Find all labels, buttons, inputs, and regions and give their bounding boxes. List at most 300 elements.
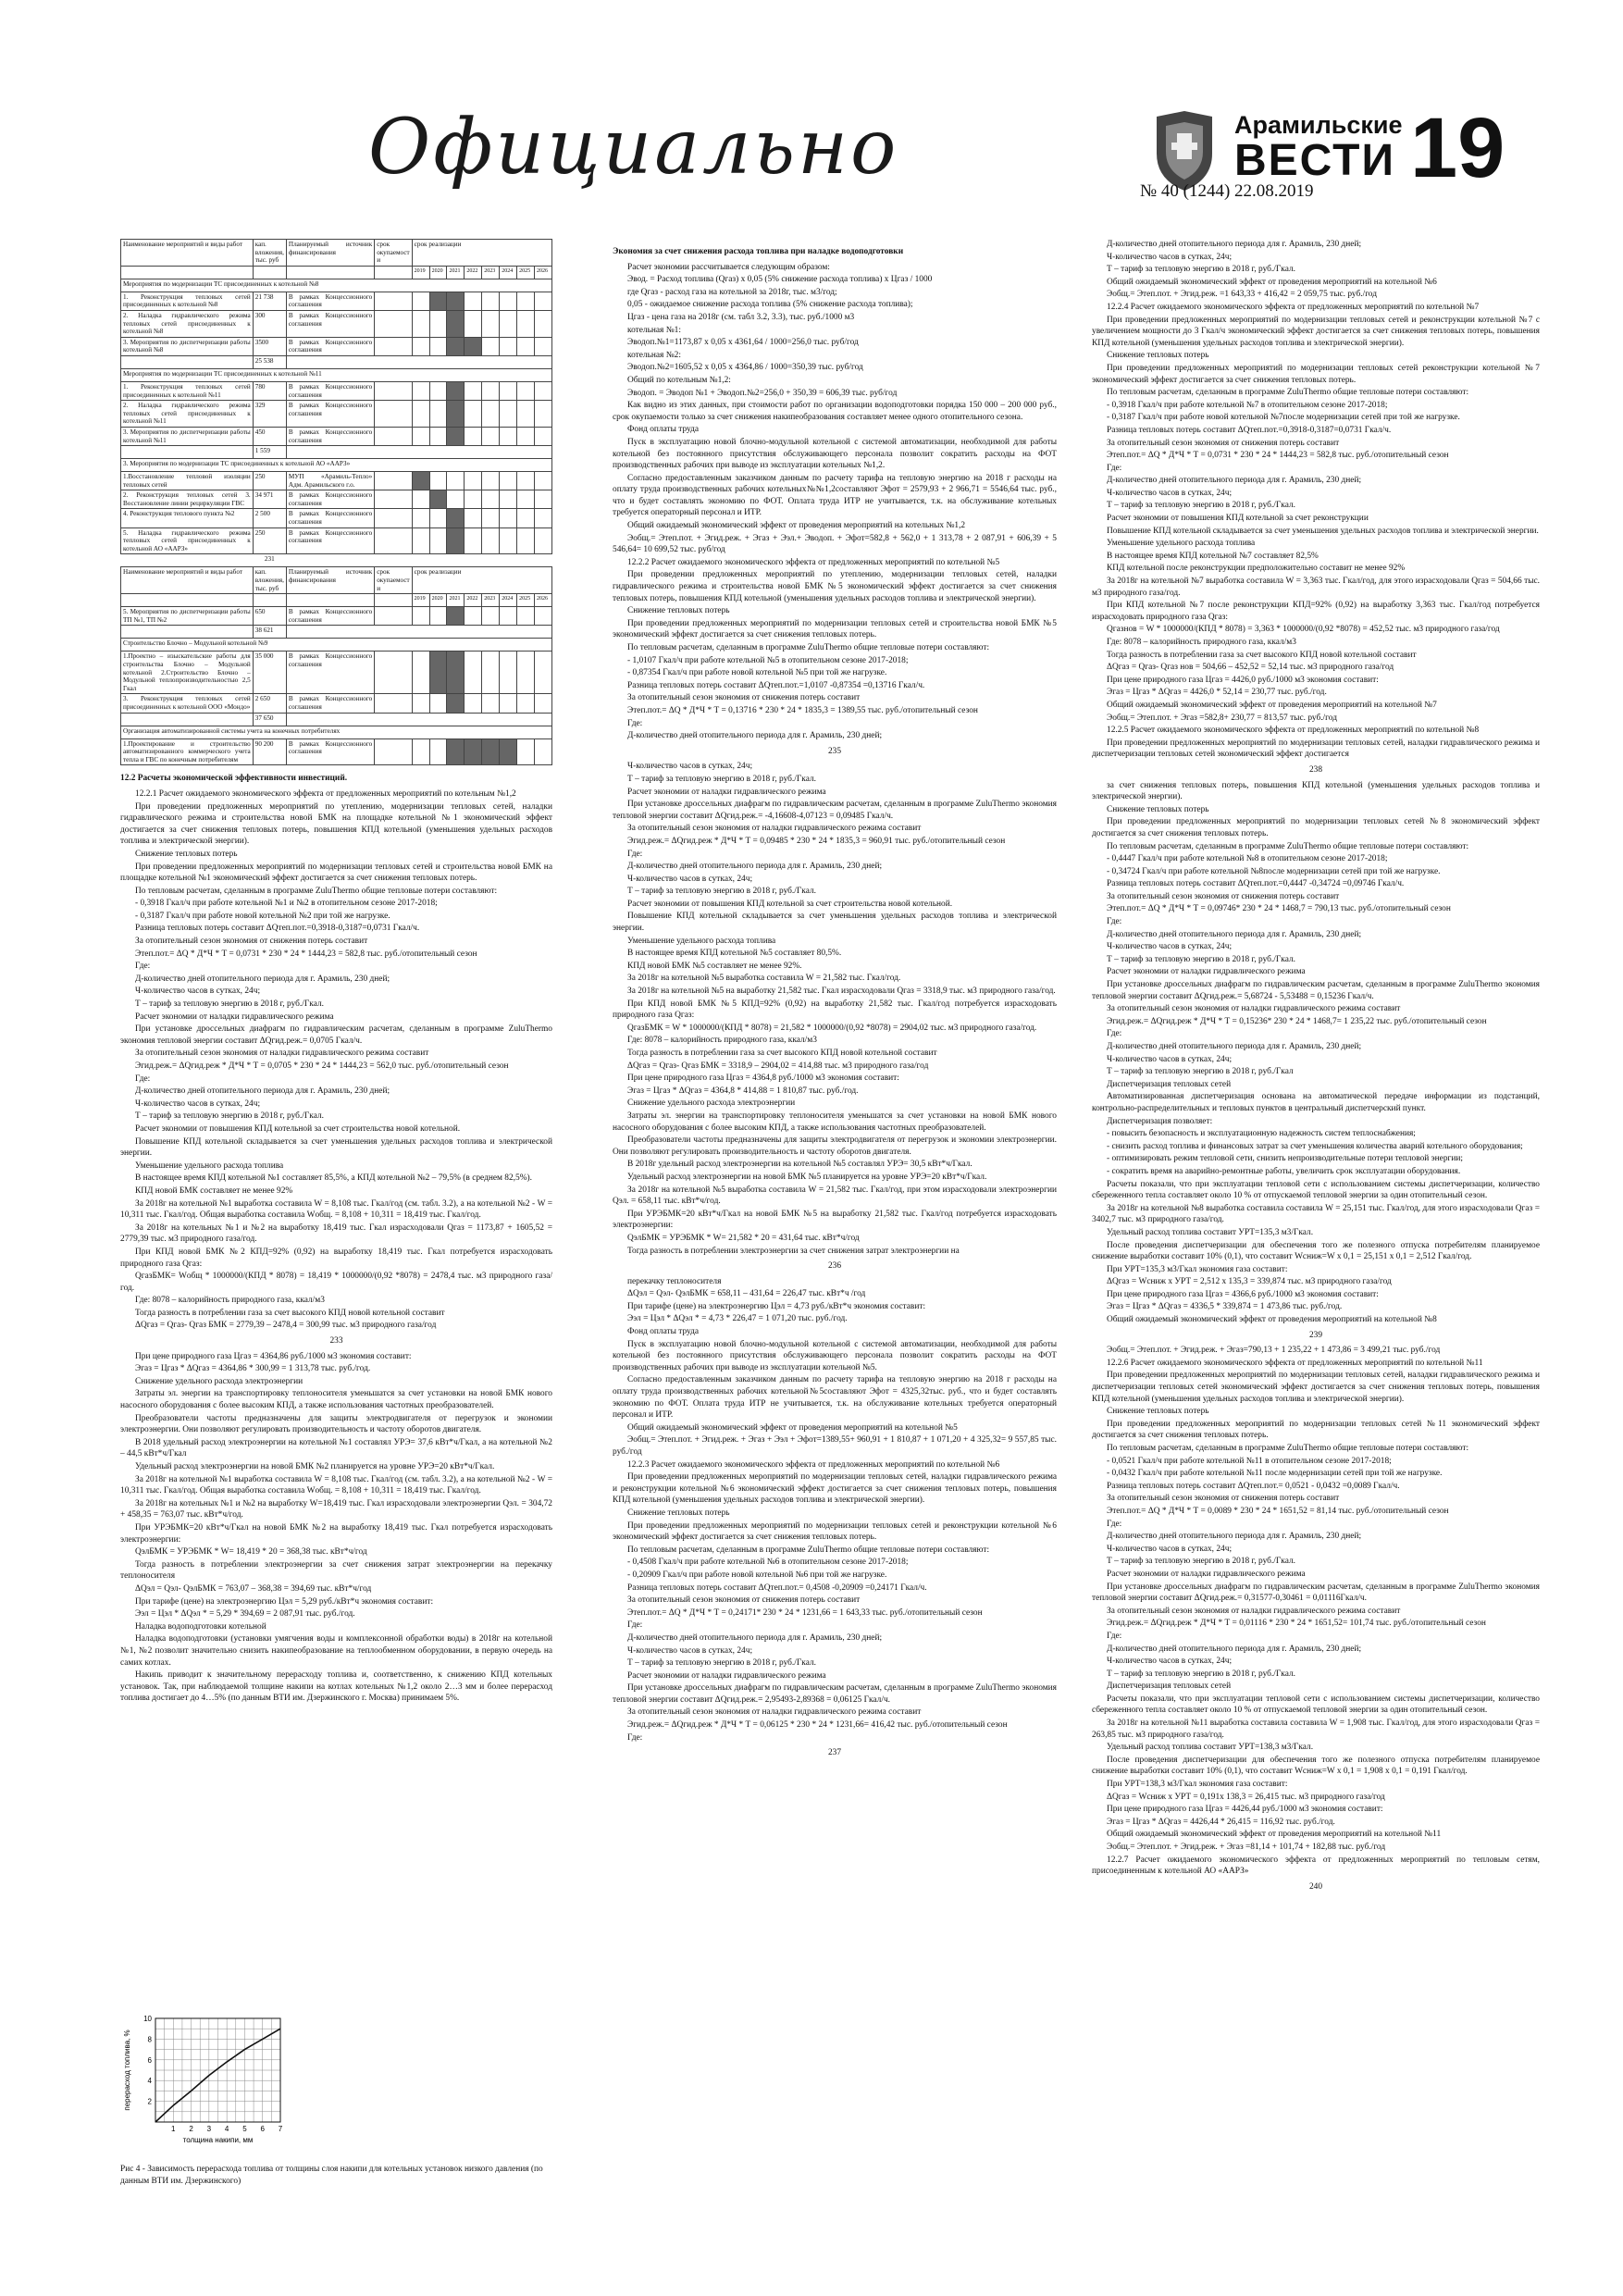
paragraph: Где: [627, 849, 643, 859]
gantt-empty-cell [517, 490, 535, 509]
paragraph: Наладка водоподготовки котельной [135, 1621, 266, 1632]
table-year-cell: 2019 [412, 266, 429, 279]
paragraph: При установке дроссельных диафрагм по гидравлическим расчетам, сделанным в программе ZuluThermo экономия тепловой энергии составит ΔQгид.реж.= 5,68724 - 5,53488 = 0,15236 Гкал/ч. [1092, 980, 1540, 1001]
table-total-cell: 37 650 [253, 713, 286, 726]
paragraph: При проведении предложенных мероприятий по модернизации тепловых сетей реконструкции котельной №7 экономический эффект достигается за счет снижения тепловых потерь. [1092, 363, 1540, 385]
table-cost-cell: 34 971 [253, 490, 286, 509]
source-page-number: 233 [329, 1336, 343, 1347]
gantt-empty-cell [412, 652, 429, 694]
table-cost-cell: 250 [253, 472, 286, 490]
gantt-empty-cell [429, 427, 447, 445]
paragraph: Ч-количество часов в сутках, 24ч; [627, 874, 753, 884]
table-section-cell: 3. Мероприятия по модернизации ТС присоединенных к котельной АО «ААРЗ» [121, 459, 552, 472]
paragraph: Эгид.реж.= ΔQгид.реж * Д*Ч * Т = 0,01116 * 230 * 24 * 1651,52= 101,74 тыс. руб./отопительный сезон [1107, 1619, 1486, 1629]
paragraph: котельная №1: [627, 325, 681, 335]
paragraph: Д-количество дней отопительного периода для г. Арамиль, 230 дней; [1107, 1644, 1362, 1654]
paragraph: 0,05 - ожидаемое снижение расхода топлива (5% снижение расхода топлива); [627, 300, 913, 310]
gantt-empty-cell [500, 472, 517, 490]
source-page-number: 238 [1308, 764, 1323, 775]
paragraph: Снижение тепловых потерь [1107, 1407, 1209, 1417]
table-cell [121, 266, 254, 279]
page-number: 19 [1410, 101, 1505, 195]
paragraph: Ч-количество часов в сутках, 24ч; [1107, 488, 1233, 498]
table-source-cell: В рамках Концессионного соглашения [286, 292, 374, 310]
table-source-cell: В рамках Концессионного соглашения [286, 607, 374, 626]
paragraph: Т – тариф за тепловую энергию в 2018 г, руб./Гкал. [1107, 265, 1295, 275]
gantt-empty-cell [535, 381, 552, 400]
table-row [121, 337, 552, 355]
gantt-empty-cell [500, 694, 517, 713]
table-cell [375, 738, 412, 765]
table-row [121, 490, 552, 509]
paragraph: Согласно предоставленным заказчиком данным по расчету тарифа на тепловую энергию на 2018 г расходы на оплату труда производственных рабочих котельных№№1,2составляют Эфот = 2579,93 + 2 966,71 = 5546,64 тыс. руб., что и будет составлять экономию по ФОТ. Оплата труда ИТР не учитывается, т.к. на обслуживание котельных требуется операторный персонал и ИТР. [613, 473, 1057, 518]
gantt-empty-cell [482, 427, 500, 445]
paragraph: При КПД котельной №7 после реконструкции КПД=92% (0,92) на выработку 3,363 тыс. Гкал/год потребуется израсходовать природного газа Qгаз: [1092, 601, 1540, 622]
paragraph: Т – тариф за тепловую энергию в 2018 г, руб./Гкал. [1107, 501, 1295, 511]
gantt-empty-cell [465, 490, 482, 509]
paragraph: За 2018г на котельной №5 выработка составила W = 21,582 тыс. Гкал/год, при этом израсходовали электроэнергии Qэл. = 658,11 тыс. кВт*ч/год. [613, 1185, 1057, 1207]
table-source-cell: В рамках Концессионного соглашения [286, 490, 374, 509]
paragraph: 12.2.6 Расчет ожидаемого экономического эффекта от предложенных мероприятий по котельной №11 [1107, 1358, 1483, 1368]
paragraph: Где: 8078 – калорийность природного газа, ккал/м3 [1107, 638, 1296, 647]
paragraph: Тогда разность в потреблении электроэнергии за счет снижения затрат электроэнергии на перекачку теплоносителя [120, 1559, 552, 1582]
brand-name-bottom: ВЕСТИ [1234, 136, 1395, 185]
paragraph: Фонд оплаты труда [627, 425, 700, 435]
paragraph: В настоящее время КПД котельной №5 составляет 80,5%. [627, 949, 842, 959]
paragraph: Где: [1107, 1029, 1122, 1039]
table-section-cell: Мероприятия по модернизации ТС присоединенных к котельной №11 [121, 368, 552, 381]
paragraph: Эобщ.= Этеп.пот. + Эгаз =582,8+ 230,77 = 813,57 тыс. руб./год [1107, 713, 1337, 723]
y-tick-label: 8 [147, 2035, 152, 2044]
paragraph: перекачку теплоносителя [627, 1276, 722, 1286]
table-year-cell: 2024 [500, 266, 517, 279]
source-page-number: 231 [264, 555, 275, 564]
table-row [121, 607, 552, 626]
paragraph: Автоматизированная диспетчеризация основана на автоматической передаче информации из подстанций, контрольно-распределительных и тепловых пунктов в центральный диспетчерский пункт. [1092, 1092, 1540, 1113]
paragraph: За отопительный сезон экономия от наладки гидравлического режима составит [135, 1049, 429, 1059]
table-cell [375, 490, 412, 509]
paragraph: - 0,3918 Гкал/ч при работе котельной №1 и №2 в отопительном сезоне 2017-2018; [135, 899, 438, 909]
gantt-empty-cell [535, 310, 552, 337]
gantt-empty-cell [500, 401, 517, 428]
source-page-number: 239 [1308, 1330, 1323, 1340]
paragraph: Как видно из этих данных, при стоимости работ по организации водоподготовки порядка 150 000 – 200 000 руб., срок окупаемости только за счет снижения накипеобразования составляет менее одного отопительного сезона. [613, 401, 1057, 422]
paragraph: За отопительный сезон экономия от наладки гидравлического режима составит [1107, 1606, 1401, 1616]
section-heading: Экономия за счет снижения расхода топлива при наладке водоподготовки [613, 247, 904, 256]
paragraph: Эводоп. = Эводоп №1 + Эводоп.№2=256,0 + 350,39 = 606,39 тыс. руб/год [627, 388, 898, 398]
source-page-number: 236 [827, 1261, 842, 1272]
table-name-cell: 5. Наладка гидравлического режима тепловых сетей присоединенных к котельной АО «ААРЗ» [121, 527, 254, 554]
paragraph: - 1,0107 Гкал/ч при работе котельной №5 в отопительном сезоне 2017-2018; [627, 655, 909, 665]
table-cost-cell: 90 200 [253, 738, 286, 765]
paragraph: По тепловым расчетам, сделанным в программе ZuluThermo общие тепловые потери составляют: [627, 643, 990, 652]
paragraph: Эводоп.№1=1173,87 х 0,05 х 4361,64 / 1000=256,0 тыс. руб/год [627, 338, 859, 348]
paragraph: При установке дроссельных диафрагм по гидравлическим расчетам, сделанным в программе ZuluThermo экономия тепловой энергии составит ΔQгид.реж.= 2,95493-2,89368 = 0,06125 Гкал/ч. [613, 1683, 1057, 1705]
table-year-cell: 2019 [412, 594, 429, 607]
paragraph: За отопительный сезон экономия от снижения потерь составит [135, 937, 368, 947]
table-row [121, 427, 552, 445]
paragraph: Общий ожидаемый экономический эффект от проведения мероприятий на котельной №7 [1107, 700, 1437, 710]
paragraph: За отопительный сезон экономия от снижения потерь составит [627, 1595, 861, 1606]
table-cell [375, 594, 412, 607]
source-page-number: 237 [827, 1748, 842, 1758]
paragraph: При УРЭБМК=20 кВт*ч/Гкал на новой БМК №5 на выработку 21,582 тыс. Гкал/год потребуется израсходовать электроэнергии: [613, 1209, 1057, 1231]
gantt-empty-cell [465, 292, 482, 310]
paragraph: - 0,3918 Гкал/ч при работе котельной №7 в отопительном сезоне 2017-2018; [1107, 400, 1388, 410]
table-source-cell: В рамках Концессионного соглашения [286, 310, 374, 337]
paragraph: Эвод. = Расход топлива (Qгаз) х 0,05 (5% снижение расхода топлива) х Цгаз / 1000 [627, 275, 933, 285]
paragraph: Разница тепловых потерь составит ΔQтеп.пот.= 0,4508 -0,20909 =0,24171 Гкал/ч. [627, 1582, 927, 1593]
table-cell [375, 292, 412, 310]
table-name-cell: 3. Мероприятия по диспетчеризации работы котельной №8 [121, 337, 254, 355]
gantt-empty-cell [465, 694, 482, 713]
gantt-empty-cell [535, 337, 552, 355]
table-header-cell: Наименование мероприятий и виды работ [121, 240, 254, 267]
gantt-empty-cell [500, 652, 517, 694]
paragraph: Согласно предоставленным заказчиком данным по расчету тарифа на тепловую энергию на 2018 г расходы на оплату труда производственных рабочих котельной№5составляют Эфот = 4325,32тыс. руб., что и будет составлять экономию по ФОТ. Оплата труда ИТР не учитывается, т.к. на обслуживание котельных требуется операторный персонал и ИТР. [613, 1375, 1057, 1421]
coat-of-arms-logo [1140, 109, 1229, 192]
paragraph: При проведении предложенных мероприятий по модернизации тепловых сетей, наладки гидравлического режима и реконструкции котельной №6 экономический эффект достигается за счет снижения тепловых потерь, повышения КПД котельной (уменьшения удельных расходов топлива и электрической энергии). [613, 1472, 1057, 1506]
paragraph: Расчет экономии от повышения КПД котельной за счет строительства новой котельной. [135, 1123, 461, 1134]
paragraph: Д-количество дней отопительного периода для г. Арамиль, 230 дней; [627, 731, 883, 741]
paragraph: При проведении предложенных мероприятий по модернизации тепловых сетей и строительства новой БМК №5 экономический эффект достигается за счет снижения тепловых потерь. [613, 618, 1057, 640]
gantt-filled-cell [447, 509, 465, 527]
y-tick-label: 10 [143, 2015, 152, 2023]
table-header-cell: срок реализации [412, 567, 551, 594]
gantt-empty-cell [535, 427, 552, 445]
table-cell [375, 401, 412, 428]
gantt-empty-cell [517, 310, 535, 337]
gantt-filled-cell [465, 337, 482, 355]
paragraph: ΔQгаз = Wсниж х УРТ = 0,191х 138,3 = 26,415 тыс. м3 природного газа/год [1107, 1792, 1385, 1802]
paragraph: При проведении предложенных мероприятий по модернизации тепловых сетей №11 экономический эффект достигается за счет снижения тепловых потерь. [1092, 1419, 1540, 1441]
paragraph: Эгид.реж.= ΔQгид.реж * Д*Ч * Т = 0,0705 * 230 * 24 * 1444,23 = 562,0 тыс. руб./отопительный сезон [135, 1061, 509, 1071]
gantt-empty-cell [482, 509, 500, 527]
gantt-empty-cell [412, 527, 429, 554]
paragraph: Расчет экономии от наладки гидравлического режима [1107, 1569, 1306, 1579]
paragraph: Пуск в эксплуатацию новой блочно-модульной котельной с системой автоматизации, необходимой для работы котельной без постоянного присутствия обслуживающего персонала позволит сократить расходы на ФОТ производственных рабочих при выводе из эксплуатации котельной №5. [613, 1339, 1057, 1372]
paragraph: 12.2.4 Расчет ожидаемого экономического эффекта от предложенных мероприятий по котельной №7 [1107, 302, 1480, 312]
gantt-empty-cell [412, 427, 429, 445]
paragraph: Тогда разность в потреблении газа за счет высокого КПД новой котельной составит [1107, 650, 1417, 660]
gantt-filled-cell [447, 527, 465, 554]
paragraph: При тарифе (цене) на электроэнергию Цэл = 5,29 руб./кВт*ч экономия составит: [135, 1596, 434, 1607]
gantt-empty-cell [429, 607, 447, 626]
table-cell [286, 626, 551, 639]
source-page-number: 240 [1308, 1881, 1323, 1892]
table-source-cell: В рамках Концессионного соглашения [286, 337, 374, 355]
gantt-filled-cell [447, 337, 465, 355]
paragraph: При цене природного газа Цгаз = 4364,86 руб./1000 м3 экономия составит: [135, 1351, 412, 1361]
paragraph: Д-количество дней отопительного периода для г. Арамиль, 230 дней; [1107, 929, 1362, 939]
paragraph: Эобщ.= Этеп.пот. + Эгид.реж. =1 643,33 + 416,42 = 2 059,75 тыс. руб./год [1107, 290, 1377, 300]
paragraph: Д-количество дней отопительного периода для г. Арамиль, 230 дней; [1107, 240, 1362, 249]
paragraph: При УРТ=135,3 м3/Гкал экономия газа составит: [1107, 1264, 1288, 1274]
paragraph: Повышение КПД котельной складывается за счет уменьшения удельных расходов топлива и электрической энергии. [120, 1136, 552, 1159]
y-tick-label: 4 [147, 2077, 152, 2086]
paragraph: Расчет экономии от наладки гидравлического режима [627, 1670, 826, 1681]
table-cost-cell: 2 500 [253, 509, 286, 527]
table-cost-cell: 21 738 [253, 292, 286, 310]
paragraph: Т – тариф за тепловую энергию в 2018 г, руб./Гкал. [627, 1658, 816, 1669]
table-cell [375, 694, 412, 713]
gantt-empty-cell [517, 381, 535, 400]
paragraph: Где: 8078 – калорийность природного газа, ккал/м3 [627, 1036, 817, 1046]
gantt-empty-cell [482, 694, 500, 713]
gantt-empty-cell [429, 337, 447, 355]
table-year-cell: 2021 [447, 266, 465, 279]
paragraph: Расчет экономии от повышения КПД котельной за счет строительства новой котельной. [627, 899, 953, 909]
table-cell [286, 554, 551, 567]
investment-table [120, 239, 552, 765]
gantt-empty-cell [517, 292, 535, 310]
paragraph: Снижение тепловых потерь [1107, 804, 1209, 814]
column-3 [1092, 239, 1540, 1896]
table-cost-cell: 300 [253, 310, 286, 337]
table-header-row [121, 567, 552, 594]
paragraph: Расчет экономии рассчитывается следующим образом: [627, 262, 830, 272]
paragraph: QэлБМК = УРЭБМК * W= 18,419 * 20 = 368,38 тыс. кВт*ч/год [135, 1547, 367, 1558]
paragraph: Т – тариф за тепловую энергию в 2018 г, руб./Гкал. [1107, 954, 1295, 964]
paragraph: Снижение тепловых потерь [1107, 351, 1209, 361]
paragraph: Эгид.реж.= ΔQгид.реж * Д*Ч * Т = 0,06125 * 230 * 24 * 1231,66= 416,42 тыс. руб./отопительный сезон [627, 1720, 1008, 1731]
gantt-empty-cell [465, 652, 482, 694]
gantt-empty-cell [412, 738, 429, 765]
gantt-empty-cell [465, 401, 482, 428]
table-total-cell: 1 559 [253, 446, 286, 459]
gantt-empty-cell [535, 527, 552, 554]
paragraph: ΔQгаз = Qгаз- Qгаз БМК = 2779,39 – 2478,4 = 300,99 тыс. м3 природного газа/год [135, 1321, 437, 1331]
paragraph: За отопительный сезон экономия от снижения потерь составит [1107, 438, 1340, 448]
table-source-cell: В рамках Концессионного соглашения [286, 401, 374, 428]
table-cost-cell: 650 [253, 607, 286, 626]
paragraph: Удельный расход топлива составит УРТ=138,3 м3/Гкал. [1107, 1743, 1314, 1753]
paragraph: При УРТ=138,3 м3/Гкал экономия газа составит: [1107, 1780, 1288, 1790]
paragraph: При проведении предложенных мероприятий по модернизации тепловых сетей и реконструкции котельной №7 с увеличением мощности до 3 Гкал/ч экономический эффект достигается за счет снижения тепловых потерь, повышения КПД котельной (уменьшения удельных расходов топлива и электрической энергии). [1092, 315, 1540, 348]
table-year-cell: 2025 [517, 594, 535, 607]
paragraph: За отопительный сезон экономия от наладки гидравлического режима составит [1107, 1004, 1401, 1014]
paragraph: Д-количество дней отопительного периода для г. Арамиль, 230 дней; [135, 974, 390, 984]
gantt-empty-cell [482, 607, 500, 626]
gantt-empty-cell [412, 292, 429, 310]
table-row [121, 554, 552, 567]
paragraph: Эгаз = Цгаз * ΔQгаз = 4336,5 * 339,874 = 1 473,86 тыс. руб./год. [1107, 1302, 1343, 1312]
paragraph: Общий ожидаемый экономический эффект от проведения мероприятий на котельной №6 [1107, 277, 1437, 287]
gantt-empty-cell [482, 292, 500, 310]
paragraph: По тепловым расчетам, сделанным в программе ZuluThermo общие тепловые потери составляют: [1107, 841, 1469, 851]
table-row [121, 509, 552, 527]
paragraph: Диспетчеризация тепловых сетей [1107, 1079, 1232, 1089]
paragraph: При тарифе (цене) на электроэнергию Цэл = 4,73 руб./кВт*ч экономия составит: [627, 1301, 926, 1311]
gantt-empty-cell [465, 527, 482, 554]
table-cell [375, 509, 412, 527]
gantt-filled-cell [447, 652, 465, 694]
paragraph: Общий ожидаемый экономический эффект от проведения мероприятий на котельной №8 [1107, 1315, 1437, 1325]
table-cost-cell: 250 [253, 527, 286, 554]
paragraph: Т – тариф за тепловую энергию в 2018 г, руб./Гкал. [627, 774, 816, 784]
paragraph: Д-количество дней отопительного периода для г. Арамиль, 230 дней; [135, 1086, 390, 1097]
gantt-empty-cell [517, 337, 535, 355]
table-row [121, 401, 552, 428]
figure-caption: Рис 4 - Зависимость перерасхода топлива от толщины слоя накипи для котельных установок низкого давления (по данным ВТИ им. Дзержинского) [120, 2165, 543, 2186]
gantt-empty-cell [429, 381, 447, 400]
paragraph: Тогда разность в потреблении газа за счет высокого КПД новой котельной составит [135, 1308, 445, 1318]
paragraph: За 2018г на котельной №11 выработка составила составила W = 1,908 тыс. Гкал/год, для этого израсходовали Qгаз = 263,85 тыс. м3 природного газа/год. [1092, 1719, 1540, 1740]
paragraph: - повысить безопасность и эксплуатационную надежность систем теплоснабжения; [1107, 1129, 1416, 1139]
paragraph: В 2018г удельный расход электроэнергии на котельной №5 составлял УРЭ= 30,5 кВт*ч/Гкал. [627, 1160, 973, 1170]
paragraph: Расчет экономии от наладки гидравлического режима [627, 787, 826, 797]
table-name-cell: 2. Наладка гидравлического режима тепловых сетей присоединенных к котельной №8 [121, 310, 254, 337]
table-header-cell: срок окупаемост и [375, 240, 412, 267]
table-cost-cell: 329 [253, 401, 286, 428]
paragraph: - 0,4447 Гкал/ч при работе котельной №8 в отопительном сезоне 2017-2018; [1107, 854, 1388, 864]
paragraph: - 0,0521 Гкал/ч при работе котельной №11 в отопительном сезоне 2017-2018; [1107, 1456, 1392, 1466]
gantt-empty-cell [500, 381, 517, 400]
paragraph: Этеп.пот.= ΔQ * Д*Ч * Т = 0,09746* 230 * 24 * 1468,7 = 790,13 тыс. руб./отопительный сезон [1107, 904, 1451, 914]
y-tick-label: 6 [147, 2055, 152, 2065]
gantt-empty-cell [482, 401, 500, 428]
table-source-cell: В рамках Концессионного соглашения [286, 427, 374, 445]
paragraph: Удельный расход электроэнергии на новой БМК №5 планируется на уровне УРЭ=20 кВт*ч/Гкал. [627, 1172, 987, 1182]
paragraph: КПД котельной после реконструкции предположительно составит не менее 92% [1107, 564, 1406, 574]
paragraph: При проведении предложенных мероприятий по утеплению, модернизации тепловых сетей, наладки гидравлического режима и строительства новой БМК №5 экономический эффект достигается за счет снижения тепловых потерь, повышения КПД котельной (уменьшения удельных расходов топлива и электрической энергии). [613, 570, 1057, 603]
table-cell [286, 446, 551, 459]
gantt-filled-cell [447, 292, 465, 310]
paragraph: По тепловым расчетам, сделанным в программе ZuluThermo общие тепловые потери составляют: [627, 1545, 990, 1555]
column-2 [613, 239, 1057, 1763]
paragraph: Уменьшение удельного расхода топлива [135, 1160, 284, 1171]
paragraph: QгазБМК = W * 1000000/(КПД * 8078) = 21,582 * 1000000/(0,92 *8078) = 2904,02 тыс. м3 природного газа/год. [627, 1023, 1037, 1033]
paragraph: 12.2.3 Расчет ожидаемого экономического эффекта от предложенных мероприятий по котельной №6 [627, 1459, 1000, 1470]
gantt-empty-cell [412, 310, 429, 337]
table-header-cell: срок реализации [412, 240, 551, 267]
paragraph: За 2018г на котельной №5 выработка составила W = 21,582 тыс. Гкал/год. [627, 974, 901, 984]
gantt-empty-cell [429, 738, 447, 765]
paragraph: Ч-количество часов в сутках, 24ч; [1107, 942, 1233, 952]
paragraph: Затраты эл. энергии на транспортировку теплоносителя уменьшатся за счет установки на новой БМК нового насосного оборудования с более высоким КПД, а также использования частотных преобразователей. [120, 1389, 552, 1411]
table-year-cell: 2023 [482, 266, 500, 279]
gantt-empty-cell [429, 509, 447, 527]
gantt-empty-cell [465, 607, 482, 626]
table-cell [375, 337, 412, 355]
paragraph: Этеп.пот.= ΔQ * Д*Ч * Т = 0,0731 * 230 * 24 * 1444,23 = 582,8 тыс. руб./отопительный сезон [1107, 451, 1449, 461]
paragraph: QэлБМК = УРЭБМК * W= 21,582 * 20 = 431,64 тыс. кВт*ч/год [627, 1233, 860, 1243]
gantt-filled-cell [447, 738, 465, 765]
gantt-empty-cell [517, 607, 535, 626]
paragraph: Общий ожидаемый экономический эффект от проведения мероприятий на котельной №5 [627, 1422, 958, 1433]
table-row [121, 310, 552, 337]
paragraph: Т – тариф за тепловую энергию в 2018 г, руб./Гкал. [135, 999, 324, 1010]
table-name-cell: 1.Проектно – изыскательские работы для строительства Блочно – Модульной котельной 2.Строительство Блочно – Модульной теплопроизводительностью 2,5 Гкал [121, 652, 254, 694]
table-name-cell: 5. Мероприятия по диспетчеризации работы ТП №1, ТП №2 [121, 607, 254, 626]
x-tick-label: 1 [171, 2125, 176, 2133]
paragraph: где Qгаз - расход газа на котельной за 2018г, тыс. м3/год; [627, 287, 837, 297]
paragraph: Пуск в эксплуатацию новой блочно-модульной котельной с системой автоматизации, необходимой для работы котельной без постоянного присутствия обслуживающего персонала позволит сократить расходы на ФОТ производственных рабочих при выводе из эксплуатации котельных №1,2. [613, 437, 1057, 471]
paragraph: Д-количество дней отопительного периода для г. Арамиль, 230 дней; [1107, 1042, 1362, 1051]
y-axis-label: перерасход топлива, % [123, 2029, 131, 2111]
gantt-filled-cell [447, 401, 465, 428]
table-source-cell: В рамках Концессионного соглашения [286, 694, 374, 713]
gantt-empty-cell [535, 652, 552, 694]
table-cell [121, 355, 254, 368]
table-year-cell: 2022 [465, 594, 482, 607]
paragraph: ΔQэл = Qэл- QэлБМК = 763,07 – 368,38 = 394,69 тыс. кВт*ч/год [135, 1583, 372, 1594]
paragraph: Ээл = Цэл * ΔQэл * = 4,73 * 226,47 = 1 071,20 тыс. руб./год. [627, 1314, 848, 1324]
paragraph: Повышение КПД котельной складывается за счет уменьшения удельных расходов топлива и электрической энергии. [1107, 526, 1539, 536]
paragraph: 12.2.5 Расчет ожидаемого экономического эффекта от предложенных мероприятий по котельной №8 [1107, 726, 1480, 736]
gantt-empty-cell [517, 652, 535, 694]
table-header-cell: Планируемый источник финансирования [286, 567, 374, 594]
paragraph: Фонд оплаты труда [627, 1327, 700, 1337]
table-cell [375, 310, 412, 337]
paragraph: При проведении предложенных мероприятий по утеплению, модернизации тепловых сетей, наладки гидравлического режима и строительства новой БМК на площадке котельной №1 экономический эффект достигается за счет снижения тепловых потерь, повышения КПД котельной (уменьшения удельных расходов топлива и электрической энергии). [120, 801, 552, 847]
gantt-empty-cell [517, 527, 535, 554]
gantt-empty-cell [500, 337, 517, 355]
table-cell [121, 446, 254, 459]
paragraph: Тогда разность в потреблении электроэнергии за счет снижения затрат электроэнергии на [627, 1246, 960, 1256]
table-name-cell: 2. Реконструкция тепловых сетей 3. Восстановление линии рециркуляции ГВС [121, 490, 254, 509]
table-row [121, 713, 552, 726]
paragraph: Qгазнов = W * 1000000/(КПД * 8078) = 3,363 * 1000000/(0,92 *8078) = 452,52 тыс. м3 природного газа/год [1107, 625, 1500, 635]
table-year-cell: 2026 [535, 594, 552, 607]
gantt-empty-cell [412, 490, 429, 509]
gantt-filled-cell [447, 694, 465, 713]
paragraph: Эгаз = Цгаз * ΔQгаз = 4364,8 * 414,88 = 1 810,87 тыс. руб./год. [627, 1086, 859, 1096]
paragraph: При цене природного газа Цгаз = 4364,8 руб./1000 м3 экономия составит: [627, 1074, 899, 1084]
table-source-cell: В рамках Концессионного соглашения [286, 738, 374, 765]
x-tick-label: 3 [206, 2125, 212, 2133]
paragraph: Общий по котельным №1,2: [627, 375, 731, 385]
table-cell [375, 527, 412, 554]
issue-number: № 40 (1244) 22.08.2019 [1140, 181, 1314, 201]
table-row [121, 381, 552, 400]
paragraph: При проведении предложенных мероприятий по модернизации тепловых сетей и реконструкции котельной №6 экономический эффект достигается за счет снижения тепловых потерь. [613, 1520, 1057, 1543]
paragraph: котельная №2: [627, 350, 681, 360]
paragraph: QгазБМК= Wобщ * 1000000/(КПД * 8078) = 18,419 * 1000000/(0,92 *8078) = 2478,4 тыс. м3 природного газа/год. [120, 1272, 552, 1293]
section-title: Официально [368, 104, 899, 192]
table-row [121, 639, 552, 652]
paragraph: За 2018г на котельной №1 выработка составила W = 8,108 тыс. Гкал/год (см. табл. 3.2), а на котельной №2 - W = 10,311 тыс. Гкал/год. Общая выработка составила Wобщ. = 8,108 + 10,311 = 18,419 тыс. Гкал/год. [120, 1198, 552, 1221]
gantt-empty-cell [517, 694, 535, 713]
paragraph: Уменьшение удельного расхода топлива [1107, 539, 1256, 549]
table-name-cell: 1.Проектирование и строительство автоматизированного коммерческого учета тепла и ГВС по конечным потребителям [121, 738, 254, 765]
paragraph: Снижение тепловых потерь [627, 1508, 730, 1518]
table-header-row [121, 240, 552, 267]
paragraph: Общий ожидаемый экономический эффект от проведения мероприятий на котельной №11 [1107, 1830, 1442, 1840]
paragraph: - 0,0432 Гкал/ч при работе котельной №11 после модернизации сетей при той же нагрузке. [1107, 1469, 1443, 1479]
table-row [121, 726, 552, 738]
gantt-empty-cell [535, 490, 552, 509]
table-cost-cell: 450 [253, 427, 286, 445]
paragraph: За отопительный сезон экономия от снижения потерь составит [627, 693, 861, 703]
paragraph: После проведения диспетчеризации для обеспечения того же полезного отпуска потребителям планируемое снижение выработки составит 10% (0,1), что составит Wсниж=W х 0,1 = 25,151 х 0,1 = 2,512 Гкал/год. [1092, 1240, 1540, 1262]
paragraph: ΔQгаз = Qгаз- Qгаз БМК = 3318,9 – 2904,02 = 414,88 тыс. м3 природного газа/год [627, 1061, 929, 1071]
table-row [121, 279, 552, 292]
paragraph: Расчеты показали, что при эксплуатации тепловой сети с использованием системы диспетчеризации, количество сбереженного тепла составляет около 10 % от отпускаемой тепловой энергии за один отопительный сезон. [1092, 1694, 1540, 1716]
table-source-cell: В рамках Концессионного соглашения [286, 509, 374, 527]
paragraph: Где: [1107, 463, 1122, 473]
paragraph: За 2018г на котельной №7 выработка составила W = 3,363 тыс. Гкал/год, для этого израсходовали Qгаз = 504,66 тыс. м3 природного газа/год. [1092, 577, 1540, 598]
paragraph: Расчет экономии от наладки гидравлического режима [1107, 967, 1306, 977]
table-cost-cell: 780 [253, 381, 286, 400]
gantt-empty-cell [517, 401, 535, 428]
paragraph: ΔQэл = Qэл- QэлБМК = 658,11 – 431,64 = 226,47 тыс. кВт*ч /год [627, 1289, 866, 1299]
paragraph: Эгид.реж.= ΔQгид.реж * Д*Ч * Т = 0,15236* 230 * 24 * 1468,7= 1 235,22 тыс. руб./отопительный сезон [1107, 1016, 1487, 1026]
gantt-empty-cell [465, 472, 482, 490]
paragraph: Разница тепловых потерь составит ΔQтеп.пот.=1,0107 -0,87354 =0,13716 Гкал/ч. [627, 680, 925, 690]
paragraph: ΔQгаз = Wсниж х УРТ = 2,512 х 135,3 = 339,874 тыс. м3 природного газа/год [1107, 1277, 1392, 1287]
table-name-cell: 4. Реконструкция теплового пункта №2 [121, 509, 254, 527]
